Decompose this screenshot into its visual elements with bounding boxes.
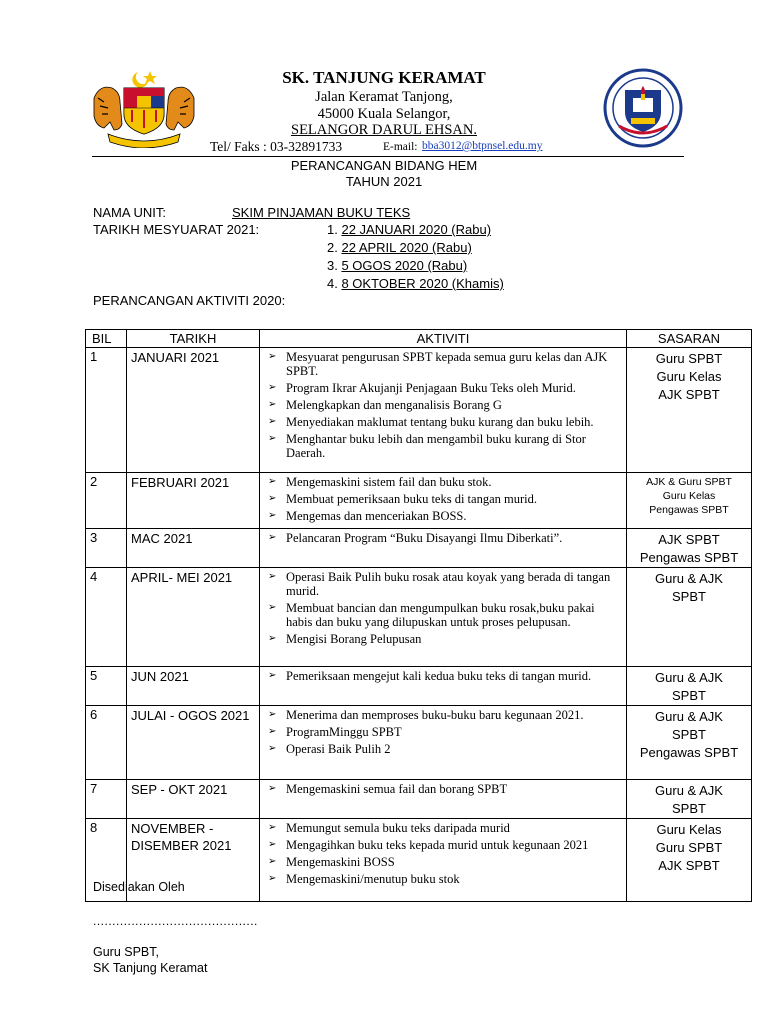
cell-targets [627,780,752,819]
activity-text: Melengkapkan dan menganalisis Borang G [286,398,502,412]
activity-item [264,632,622,646]
table-header-row [86,330,752,348]
target-item: Guru SPBT [655,351,723,366]
activity-item [264,601,622,629]
cell-activities [260,348,627,473]
activity-text: Menghantar buku lebih dan mengambil buku kurang di Stor Daerah. [286,432,586,460]
bullet-arrow-icon: ➢ [268,399,277,410]
meeting-date-3: 3. 5 OGOS 2020 (Rabu) [327,258,468,273]
cell-date: JULAI - OGOS 2021 [127,706,260,780]
activity-text: Membuat bancian dan mengumpulkan buku rosak,buku pakai habis dan buku yang dilupuskan untuk proses pelupusan. [286,601,595,629]
address-line-2: 45000 Kuala Selangor, [317,106,451,122]
activity-text: Mengisi Borang Pelupusan [286,632,422,646]
activity-text: Membuat pemeriksaan buku teks di tangan murid. [286,492,537,506]
target-item: SPBT [672,801,706,816]
email-link[interactable]: bba3012@btpnsel.edu.my [422,140,543,152]
header-activity: AKTIVITI [260,330,627,348]
target-item: Pengawas SPBT [639,745,739,760]
header-target: SASARAN [627,330,752,348]
bullet-arrow-icon: ➢ [268,416,277,427]
activity-item [264,531,622,545]
activity-text: Program Ikrar Akujanji Penjagaan Buku Teks oleh Murid. [286,381,576,395]
bullet-arrow-icon: ➢ [268,822,277,833]
bullet-arrow-icon: ➢ [268,571,277,582]
bullet-arrow-icon: ➢ [268,510,277,521]
target-item: Guru Kelas [656,822,722,837]
cell-targets [627,473,752,529]
bullet-arrow-icon: ➢ [268,839,277,850]
table-row [86,819,752,902]
target-item: Guru Kelas [656,369,722,384]
activity-item [264,782,622,796]
header-divider [92,156,684,157]
unit-label: NAMA UNIT: [93,205,166,220]
target-item: AJK SPBT [658,858,720,873]
cell-targets [627,819,752,902]
table-row [86,348,752,473]
activity-text: Operasi Baik Pulih buku rosak atau koyak yang berada di tangan murid. [286,570,611,598]
activity-item [264,872,622,886]
activity-text: Memungut semula buku teks daripada murid [286,821,510,835]
cell-bil: 4 [86,568,127,667]
target-item: Guru Kelas [662,490,716,502]
address-line-3: SELANGOR DARUL EHSAN. [291,122,477,138]
activity-item [264,381,622,395]
meeting-label: TARIKH MESYUARAT 2021: [93,222,260,237]
activity-text: Mengemaskini BOSS [286,855,395,869]
header-date: TARIKH [127,330,260,348]
activity-item [264,415,622,429]
cell-activities [260,529,627,568]
target-item: Guru & AJK [655,571,723,586]
cell-date: FEBRUARI 2021 [127,473,260,529]
activity-text: Mengemaskini sistem fail dan buku stok. [286,475,492,489]
email-label: E-mail: [383,141,418,153]
cell-bil: 5 [86,667,127,706]
cell-date: JANUARI 2021 [127,348,260,473]
header-bil: BIL [86,330,127,348]
signature-line: ........................................... [93,914,258,928]
meeting-date-4: 4. 8 OKTOBER 2020 (Khamis) [327,276,504,291]
cell-targets [627,529,752,568]
activity-text: ProgramMinggu SPBT [286,725,402,739]
activity-text: Mesyuarat pengurusan SPBT kepada semua guru kelas dan AJK SPBT. [286,350,608,378]
bullet-arrow-icon: ➢ [268,743,277,754]
bullet-arrow-icon: ➢ [268,602,277,613]
table-row [86,780,752,819]
cell-date: JUN 2021 [127,667,260,706]
cell-bil: 1 [86,348,127,473]
target-item: AJK SPBT [658,387,720,402]
bullet-arrow-icon: ➢ [268,709,277,720]
bullet-arrow-icon: ➢ [268,476,277,487]
target-item: Guru & AJK [655,670,723,685]
unit-value: SKIM PINJAMAN BUKU TEKS [232,205,411,220]
cell-bil: 8 [86,819,127,902]
cell-date: NOVEMBER - DISEMBER 2021 [127,819,260,902]
signatory-school: SK Tanjung Keramat [93,961,208,975]
cell-activities [260,780,627,819]
target-item: AJK & Guru SPBT [646,476,732,488]
cell-activities [260,819,627,902]
cell-activities [260,568,627,667]
bullet-arrow-icon: ➢ [268,670,277,681]
activity-item [264,492,622,506]
table-row [86,473,752,529]
activity-item [264,432,622,460]
signatory-role: Guru SPBT, [93,945,159,959]
cell-activities [260,667,627,706]
school-name: SK. TANJUNG KERAMAT [282,68,486,87]
cell-targets [627,667,752,706]
activity-text: Menyediakan maklumat tentang buku kurang dan buku lebih. [286,415,594,429]
bullet-arrow-icon: ➢ [268,726,277,737]
meeting-date-1: 1. 22 JANUARI 2020 (Rabu) [327,222,492,237]
activity-item [264,475,622,489]
table-row [86,568,752,667]
activity-plan-label: PERANCANGAN AKTIVITI 2020: [93,293,286,308]
document-year: TAHUN 2021 [345,174,423,189]
activity-item [264,509,622,523]
target-item: SPBT [672,727,706,742]
cell-date: SEP - OKT 2021 [127,780,260,819]
target-item: SPBT [672,589,706,604]
activity-item [264,838,622,852]
meeting-date-2: 2. 22 APRIL 2020 (Rabu) [327,240,472,255]
activity-item [264,725,622,739]
activity-item [264,570,622,598]
cell-bil: 6 [86,706,127,780]
target-item: Pengawas SPBT [649,504,729,516]
activity-text: Mengagihkan buku teks kepada murid untuk kegunaan 2021 [286,838,589,852]
bullet-arrow-icon: ➢ [268,532,277,543]
bullet-arrow-icon: ➢ [268,873,277,884]
activity-item [264,821,622,835]
cell-activities [260,706,627,780]
cell-date: MAC 2021 [127,529,260,568]
document-title: PERANCANGAN BIDANG HEM [290,158,478,173]
bullet-arrow-icon: ➢ [268,856,277,867]
target-item: Pengawas SPBT [639,550,739,565]
address-line-1: Jalan Keramat Tanjong, [315,89,453,105]
activity-text: Pelancaran Program “Buku Disayangi Ilmu Diberkati”. [286,531,563,545]
activity-text: Mengemas dan menceriakan BOSS. [286,509,467,523]
prepared-by-label: Disediakan Oleh [93,880,185,894]
cell-activities [260,473,627,529]
activity-item [264,398,622,412]
activity-item [264,708,622,722]
table-row [86,667,752,706]
activity-text: Mengemaskini semua fail dan borang SPBT [286,782,508,796]
target-item: Guru & AJK [655,783,723,798]
telephone: Tel/ Faks : 03-32891733 [210,139,343,154]
cell-bil: 3 [86,529,127,568]
cell-targets [627,348,752,473]
bullet-arrow-icon: ➢ [268,783,277,794]
bullet-arrow-icon: ➢ [268,351,277,362]
cell-targets [627,706,752,780]
target-item: AJK SPBT [658,532,720,547]
activity-text: Menerima dan memproses buku-buku baru kegunaan 2021. [286,708,584,722]
target-item: Guru & AJK [655,709,723,724]
activity-item [264,669,622,683]
cell-targets [627,568,752,667]
activity-table [85,329,752,902]
cell-date: APRIL- MEI 2021 [127,568,260,667]
activity-text: Mengemaskini/menutup buku stok [286,872,460,886]
activity-text: Operasi Baik Pulih 2 [286,742,391,756]
activity-text: Pemeriksaan mengejut kali kedua buku teks di tangan murid. [286,669,592,683]
bullet-arrow-icon: ➢ [268,633,277,644]
activity-item [264,350,622,378]
activity-item [264,742,622,756]
table-row [86,706,752,780]
cell-bil: 2 [86,473,127,529]
bullet-arrow-icon: ➢ [268,382,277,393]
bullet-arrow-icon: ➢ [268,493,277,504]
bullet-arrow-icon: ➢ [268,433,277,444]
cell-bil: 7 [86,780,127,819]
target-item: Guru SPBT [655,840,723,855]
activity-item [264,855,622,869]
table-row [86,529,752,568]
target-item: SPBT [672,688,706,703]
